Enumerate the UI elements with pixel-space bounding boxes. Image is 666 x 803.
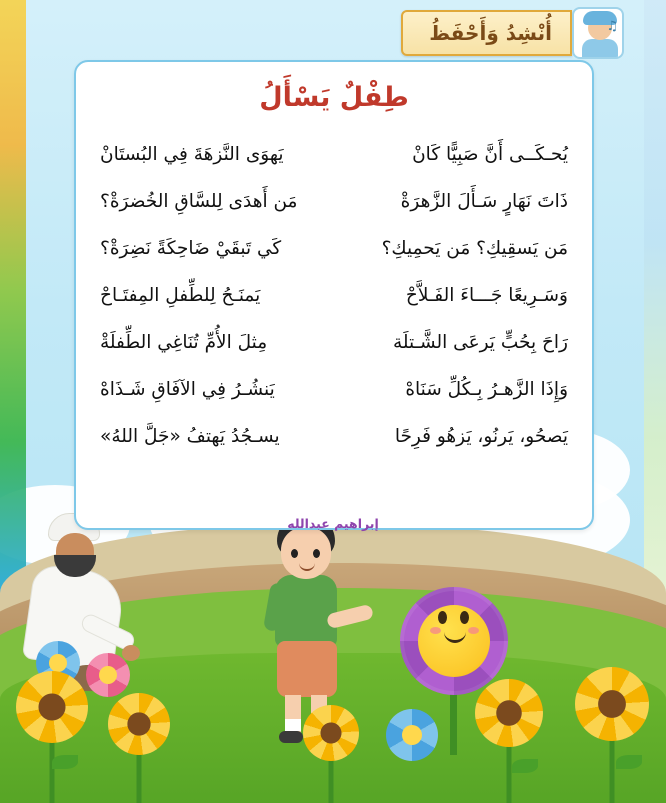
hemistich-left: مِثلَ الأُمِّ تُنَاغِي الطِّفلَةْ [100, 332, 268, 353]
sunflower-icon [12, 683, 92, 803]
sunflower-icon [570, 683, 654, 803]
small-flower-icon [386, 709, 438, 761]
hemistich-right: رَاحَ بِحُبٍّ يَرعَى الشَّـتلَة [392, 332, 568, 353]
hemistich-left: كَي تَبقَيْ ضَاحِكَةً نَضِرَةْ؟ [100, 238, 282, 259]
flower-petals [108, 693, 170, 755]
flower-head [575, 667, 649, 741]
flower-petals [16, 671, 88, 743]
hemistich-right: يَصحُو، يَرنُو، يَزهُو فَرِحًا [394, 426, 568, 447]
flower-eye [438, 611, 447, 624]
boy-eye [313, 549, 320, 558]
verse-row [94, 272, 574, 319]
hemistich-left: مَن أَهدَى لِلسَّاقِ الخُضرَةْ؟ [100, 191, 298, 212]
flower-petals [475, 679, 543, 747]
boy-shorts [277, 641, 337, 697]
flower-petals [575, 667, 649, 741]
flower-stem [610, 733, 615, 803]
small-flower-icon [86, 653, 130, 697]
verse-row [94, 319, 574, 366]
activity-label: أُنْشِدُ وَأَحْفَظُ [401, 10, 572, 56]
leaf-icon [512, 759, 538, 773]
boy-face [281, 527, 331, 579]
flower-center [99, 666, 117, 684]
poet-name: إبراهيم عبدالله [287, 516, 379, 531]
verse-row [94, 131, 574, 178]
hemistich-left: يسـجُدُ يَهتفُ «جَلَّ اللهُ» [100, 426, 280, 447]
hemistich-right: ذَاتَ نَهَارٍ سَـأَلَ الزَّهرَةْ [400, 191, 568, 212]
sunflower-icon [470, 693, 548, 803]
hemistich-right: يُحـكَــى أَنَّ صَبِيًّا كَانْ [412, 144, 568, 165]
verse-list [94, 131, 574, 460]
flower-center [49, 654, 67, 672]
verse-row [94, 225, 574, 272]
boy-sock [285, 719, 301, 731]
boy-eye [291, 549, 298, 558]
verse-row [94, 366, 574, 413]
flower-stem [507, 739, 512, 803]
sunflower-icon [104, 703, 174, 803]
hemistich-left: يَهوَى النَّزهَةَ فِي البُستَانْ [100, 144, 284, 165]
verse-row [94, 413, 574, 460]
hemistich-left: يَنشُـرُ فِي الآفَاقِ شَـذَاهْ [100, 379, 275, 400]
flower-head [16, 671, 88, 743]
singing-child-icon [572, 7, 624, 59]
music-note-icon: ♫ [606, 19, 618, 34]
hemistich-right: مَن يَسقِيكِ؟ مَن يَحمِيكِ؟ [381, 238, 568, 259]
flower-petals [303, 705, 359, 761]
flower-head [303, 705, 359, 761]
hemistich-left: يَمنَـحُ لِلطِّفلِ المِفتَـاحْ [100, 285, 261, 306]
flower-stem [450, 693, 457, 755]
flower-eye [460, 611, 469, 624]
page-title: طِفْلٌ يَسْأَلُ [259, 82, 409, 113]
verse-row [94, 178, 574, 225]
flower-head [108, 693, 170, 755]
icon-body [582, 39, 618, 57]
activity-banner [401, 6, 620, 60]
leaf-icon [616, 755, 642, 769]
flower-cheek [430, 627, 441, 634]
sunflower-icon [300, 717, 362, 803]
flower-head [475, 679, 543, 747]
hemistich-right: وَإِذَا الزَّهـرُ بِـكُلِّ سَنَاهْ [405, 379, 568, 400]
leaf-icon [52, 755, 78, 769]
flower-center [402, 725, 422, 745]
flower-cheek [468, 627, 479, 634]
poem-card [74, 60, 594, 530]
hemistich-right: وَسَـرِيعًا جَـــاءَ الفَـلاَّحْ [405, 285, 568, 306]
